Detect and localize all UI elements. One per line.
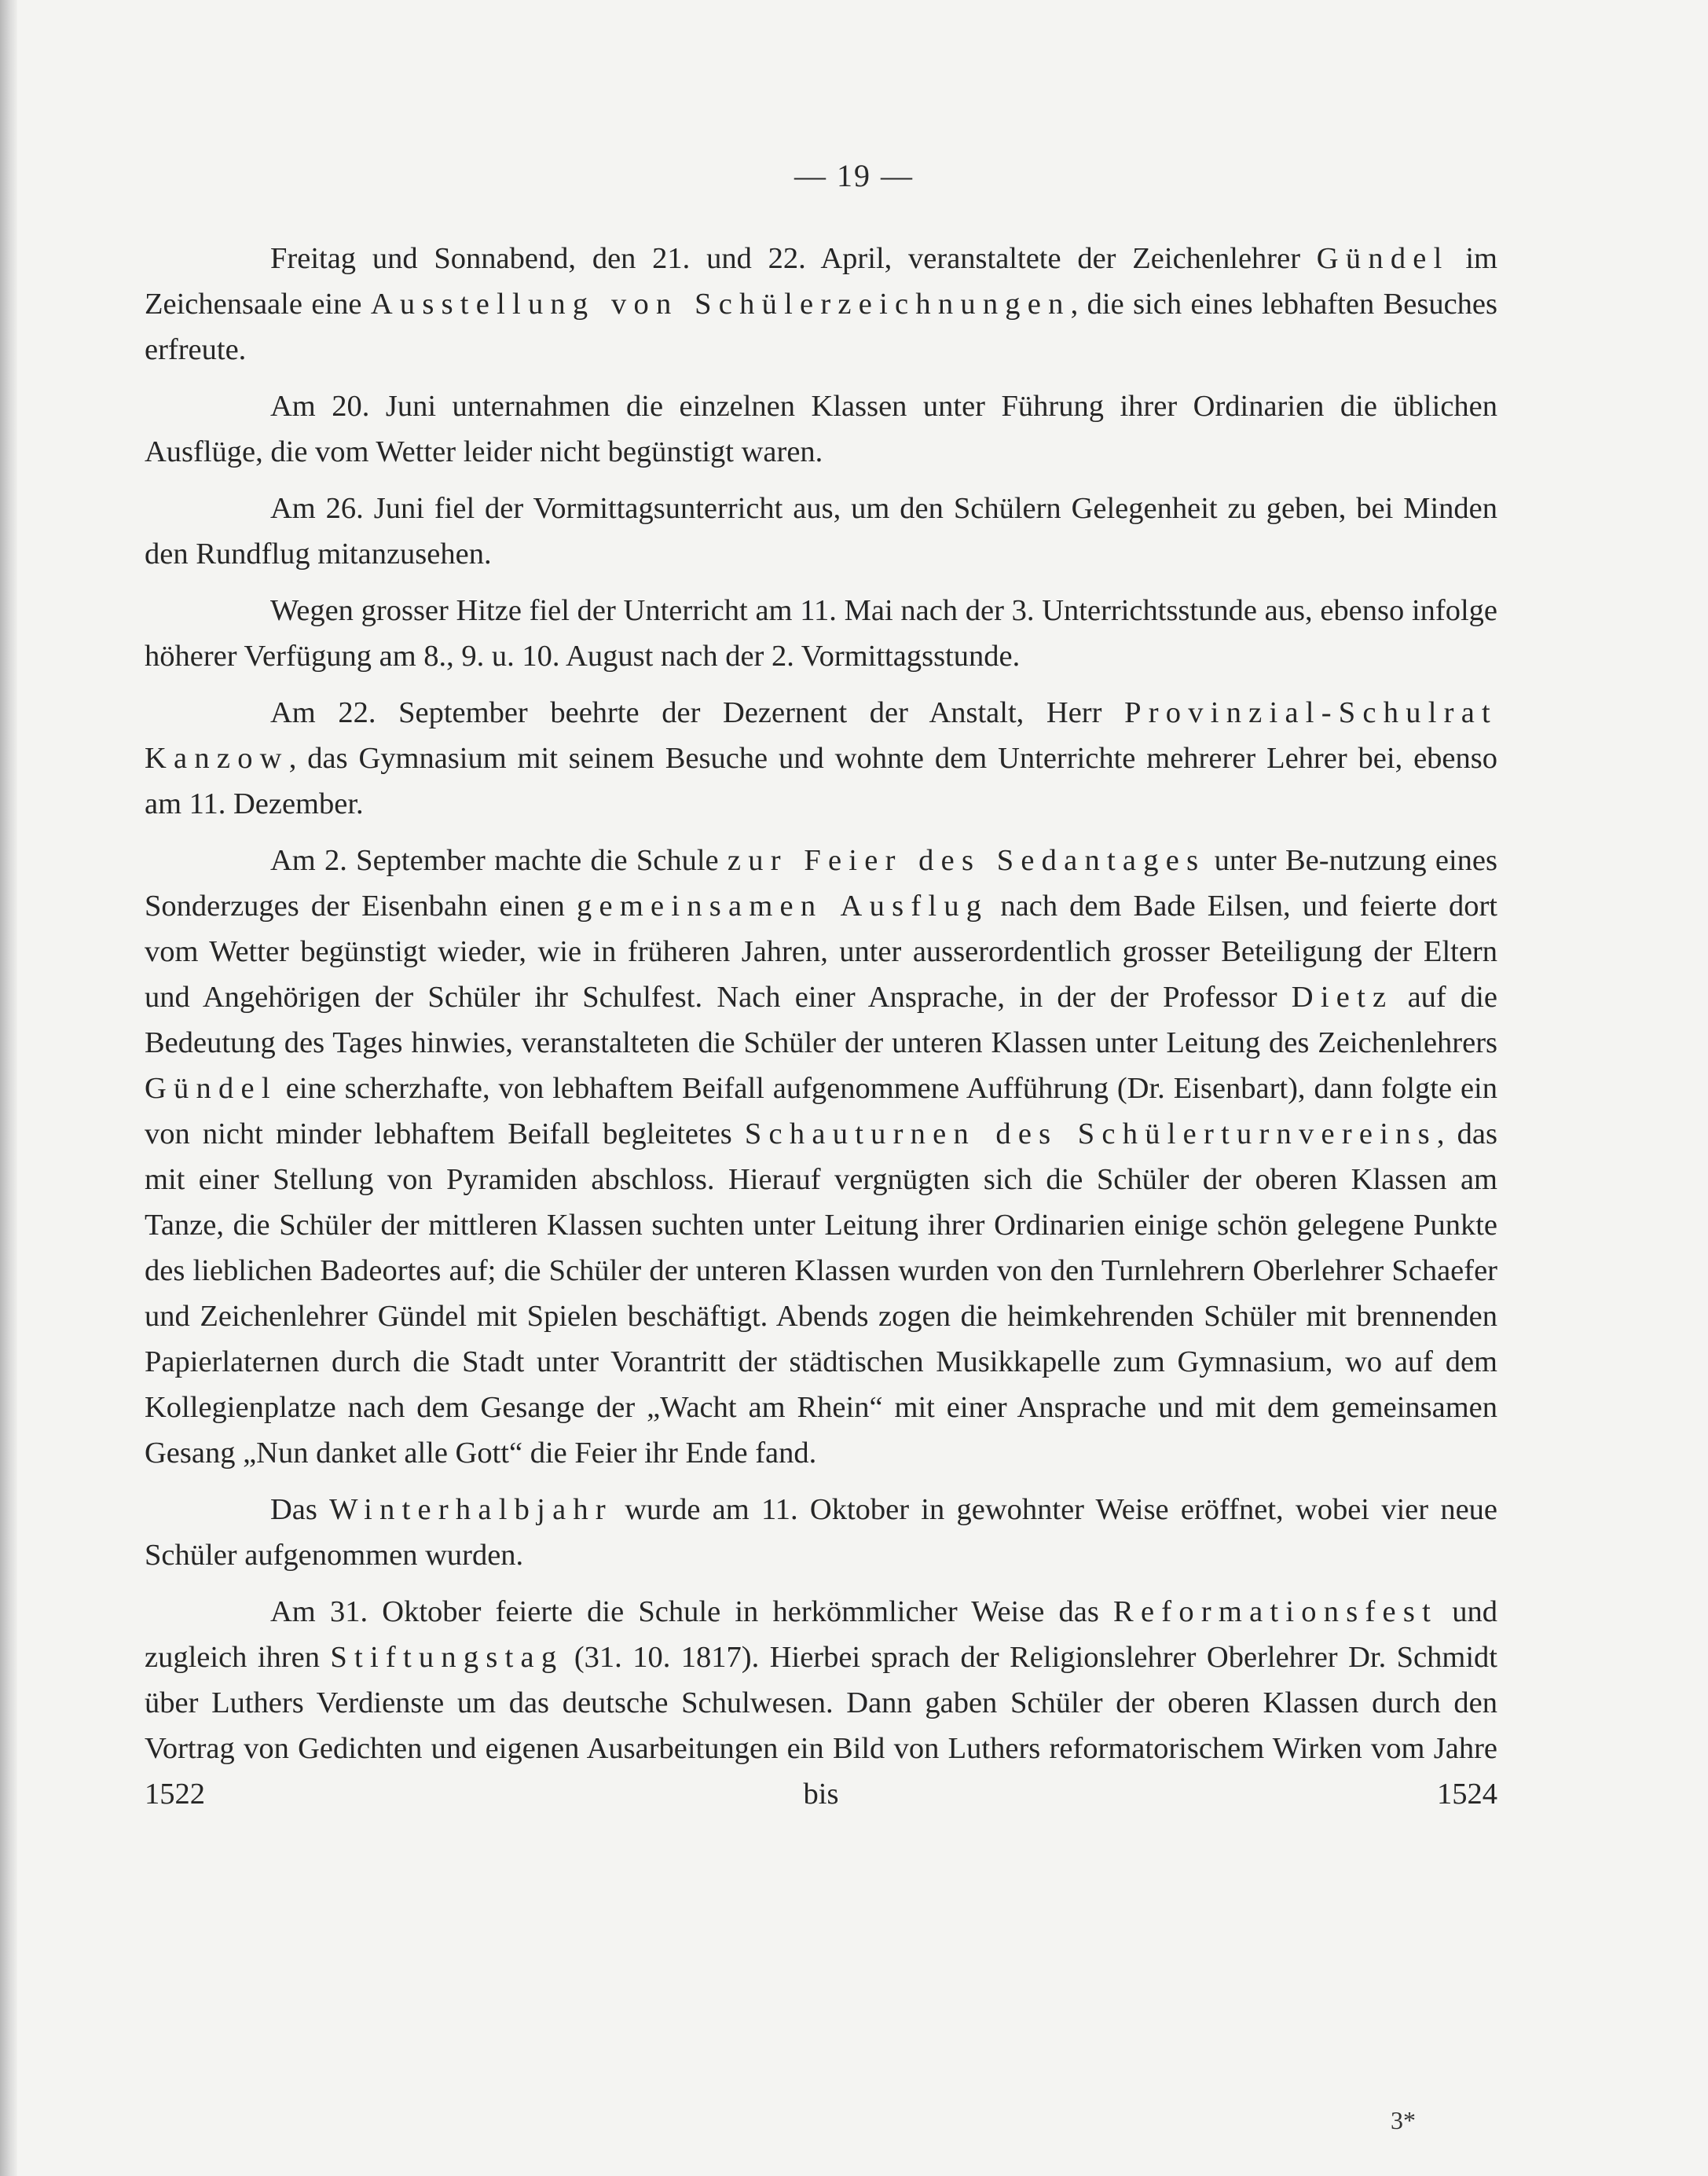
text-segment: Am 22. September beehrte der Dezernent der Anstalt, Herr [270, 696, 1125, 729]
text-segment: eine scherzhafte, von lebhaftem Beifall aufgenommene Aufführung (Dr. Eisenbart), dann folgte ein von nicht minder lebhaftem Beifall begleitetes [145, 1072, 1497, 1150]
text-segment: Am 26. Juni fiel der Vormittagsunterricht aus, um den Schülern Gelegenheit zu geben, bei Minden den Rundflug mitanzusehen. [145, 492, 1497, 571]
paragraph [145, 588, 1497, 679]
emphasized-text: Provinzial-Schulrat Kanzow [145, 696, 1497, 775]
text-segment: (31. 10. 1817). Hierbei sprach der Religionslehrer Oberlehrer Dr. Schmidt über Luthers Verdienste um das deutsche Schulwesen. Dann gaben Schüler der oberen Klassen durch den Vortrag von Gedichten und eigenen Ausarbeitungen ein Bild von Luthers reformatorischem Wirken vom Jahre 1522 bis 1524 [145, 1641, 1497, 1811]
text-segment: unter Be-nutzung eines Sonderzuges der Eisenbahn einen [145, 844, 1497, 923]
page-number: — 19 — [794, 158, 914, 193]
text-segment: Das [270, 1493, 330, 1526]
text-segment: , die sich eines lebhaften Besuches erfreute. [145, 288, 1497, 366]
text-segment: Wegen grosser Hitze fiel der Unterricht am 11. Mai nach der 3. Unterrichtsstunde aus, ebenso infolge höherer Verfügung am 8., 9. u. 10. August nach der 2. Vormittagsstunde. [145, 594, 1497, 673]
text-segment: und zugleich ihren [145, 1595, 1497, 1674]
paragraph [145, 383, 1497, 475]
emphasized-text: Gündel [145, 1072, 277, 1105]
text-segment: Am 20. Juni unternahmen die einzelnen Klassen unter Führung ihrer Ordinarien die üblichen Ausflüge, die vom Wetter leider nicht begünstigt waren. [145, 390, 1497, 468]
paragraph [145, 236, 1497, 372]
paragraph [145, 690, 1497, 827]
paragraph [145, 838, 1497, 1476]
text-segment: Am 31. Oktober feierte die Schule in herkömmlicher Weise das [270, 1595, 1114, 1628]
binding-shadow [0, 0, 17, 2176]
emphasized-text: Ausstellung von Schülerzeichnungen [370, 288, 1071, 321]
emphasized-text: Gündel [1316, 242, 1450, 275]
emphasized-text: Dietz [1291, 981, 1394, 1014]
paragraph [145, 1487, 1497, 1578]
paragraph [145, 1589, 1497, 1817]
emphasized-text: Reformationsfest [1113, 1595, 1439, 1628]
emphasized-text: gemeinsamen Ausflug [577, 890, 989, 923]
text-segment: , das mit einer Stellung von Pyramiden abschloss. Hierauf vergnügten sich die Schüler der oberen Klassen am Tanze, die Schüler der mittleren Klassen suchten unter Leitung ihrer Ordinarien einige schön gelegene Punkte des lieblichen Badeortes auf; die Schüler der unteren Klassen wurden von den Turnlehrern Oberlehrer Schaefer und Zeichenlehrer Gündel mit Spielen beschäftigt. Abends zogen die heimkehrenden Schüler mit brennenden Papierlaternen durch die Stadt unter Vorantritt der städtischen Musikkapelle zum Gymnasium, wo auf dem Kollegienplatze nach dem Gesange der „Wacht am Rhein“ mit einer Ansprache und mit dem gemeinsamen Gesang „Nun danket alle Gott“ die Feier ihr Ende fand. [145, 1117, 1497, 1470]
body-text [145, 236, 1497, 1828]
text-segment: Freitag und Sonnabend, den 21. und 22. April, veranstaltete der Zeichenlehrer [270, 242, 1317, 275]
signature-mark: 3* [1391, 2106, 1416, 2134]
emphasized-text: zur Feier des Sedantages [727, 844, 1206, 877]
text-segment: wurde am 11. Oktober in gewohnter Weise eröffnet, wobei vier neue Schüler aufgenommen wurden. [145, 1493, 1497, 1572]
text-segment: , das Gymnasium mit seinem Besuche und wohnte dem Unterrichte mehrerer Lehrer bei, ebenso am 11. Dezember. [145, 742, 1497, 820]
text-segment: auf die Bedeutung des Tages hinwies, veranstalteten die Schüler der unteren Klassen unter Leitung des Zeichenlehrers [145, 981, 1497, 1059]
text-segment: nach dem Bade Eilsen, und feierte dort vom Wetter begünstigt wieder, wie in früheren Jahren, unter ausserordentlich grosser Beteiligung der Eltern und Angehörigen der Schüler ihr Schulfest. Nach einer Ansprache, in der der Professor [145, 890, 1497, 1014]
text-segment: Am 2. September machte die Schule [270, 844, 728, 877]
emphasized-text: Winterhalbjahr [329, 1493, 613, 1526]
text-segment: im Zeichensaale eine [145, 242, 1497, 321]
emphasized-text: Schauturnen des Schülerturnvereins [744, 1117, 1437, 1150]
emphasized-text: Stiftungstag [330, 1641, 564, 1674]
paragraph [145, 486, 1497, 577]
